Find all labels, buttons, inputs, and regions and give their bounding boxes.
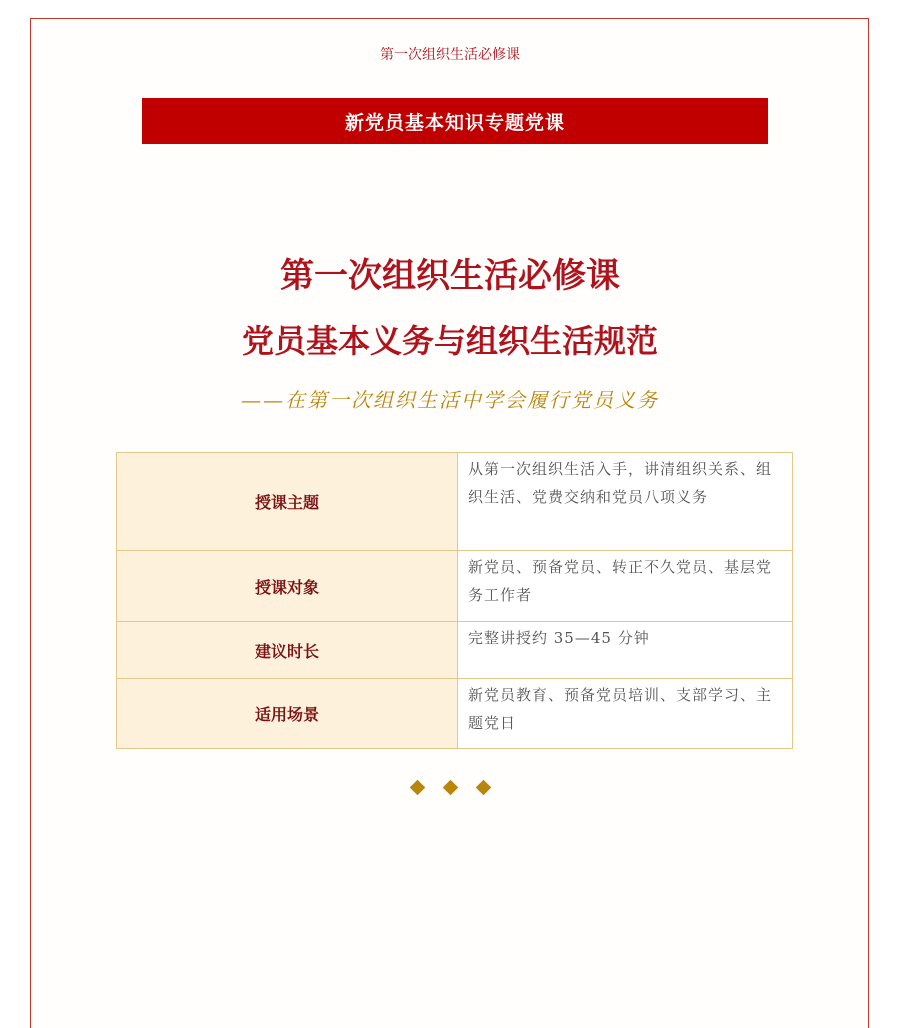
- table-key-cell: 授课对象: [117, 551, 458, 622]
- table-row: [117, 453, 793, 551]
- ornament-divider: [0, 782, 900, 793]
- table-row: [117, 622, 793, 679]
- page-title: 第一次组织生活必修课: [280, 256, 620, 296]
- table-value-cell: 新党员教育、预备党员培训、支部学习、主题党日: [458, 679, 793, 749]
- table-row: [117, 679, 793, 749]
- diamond-icon: [475, 780, 491, 796]
- diamond-icon: [442, 780, 458, 796]
- table-key-cell: 授课主题: [117, 453, 458, 551]
- section-banner: [142, 98, 768, 144]
- banner-text: 新党员基本知识专题党课: [344, 111, 565, 134]
- diamond-icon: [409, 780, 425, 796]
- table-key-cell: 建议时长: [117, 622, 458, 679]
- table-row: [117, 551, 793, 622]
- table-value-cell: 从第一次组织生活入手，讲清组织关系、组织生活、党费交纳和党员八项义务: [458, 453, 793, 551]
- table-value-cell: 新党员、预备党员、转正不久党员、基层党务工作者: [458, 551, 793, 622]
- course-info-table: [116, 452, 793, 749]
- page-subtitle: 党员基本义务与组织生活规范: [241, 322, 658, 360]
- header-label: 第一次组织生活必修课: [380, 47, 520, 63]
- table-value-cell: 完整讲授约 35—45 分钟: [458, 622, 793, 679]
- table-key-cell: 适用场景: [117, 679, 458, 749]
- page-tagline: ——在第一次组织生活中学会履行党员义务: [241, 388, 659, 412]
